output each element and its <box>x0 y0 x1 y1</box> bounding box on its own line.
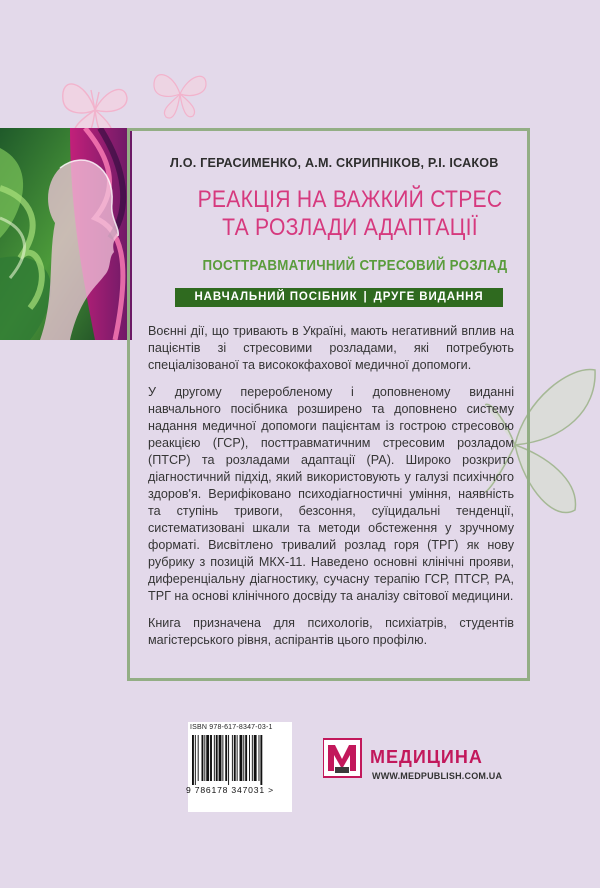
book-title-line-1: РЕАКЦІЯ НА ВАЖКИЙ СТРЕС <box>197 186 503 213</box>
edition-type: НАВЧАЛЬНИЙ ПОСІБНИК <box>194 291 358 303</box>
barcode-icon <box>188 735 292 785</box>
description-paragraph-3: Книга призначена для психологів, психіатрів, студентів магістерського рівня, аспірантів цього профілю. <box>148 616 514 647</box>
book-title-line-2: ТА РОЗЛАДИ АДАПТАЦІЇ <box>222 214 478 241</box>
authors: Л.О. ГЕРАСИМЕНКО, А.М. СКРИПНІКОВ, Р.І. ІСАКОВ <box>170 156 499 170</box>
edition-bar <box>175 288 503 307</box>
publisher-url[interactable]: WWW.MEDPUBLISH.COM.UA <box>372 771 503 781</box>
isbn: ISBN 978-617-8347-03-1 <box>190 724 273 731</box>
publisher-name: МЕДИЦИНА <box>370 747 483 767</box>
book-title <box>174 186 526 242</box>
description-paragraph-1: Воєнні дії, що тривають в Україні, мають негативний вплив на пацієнтів зі стресовими розладами, які потребують спеціалізованої та висококфахової медичної допомоги. <box>148 324 514 372</box>
publisher-m-logo-icon <box>323 737 363 779</box>
edition-number: ДРУГЕ ВИДАННЯ <box>373 291 484 303</box>
edition-separator: | <box>363 291 368 303</box>
cover-artwork <box>0 128 132 340</box>
book-subtitle: ПОСТТРАВМАТИЧНИЙ СТРЕСОВИЙ РОЗЛАД <box>202 258 508 274</box>
pink-butterfly-right-icon <box>148 62 212 124</box>
description <box>148 323 514 659</box>
description-paragraph-2: У другому переробленому і доповненому виданні навчального посібника розширено та доповнено систему надання медичної допомоги пацієнтам із гострою стресовою реакцією (ГСР), посттравматичним стресовим розладом (ПТСР) та розладами адаптації (РА). Широко розкрито діагностичний підхід, який використовують у галузі психічного здоров'я. Верифіковано психодіагностичні уміння, наявність та ступінь тривоги, безсоння, суїцидальні тенденції, систематизовані шкали та методи обстеження у зручному форматі. Висвітлено тривалий розлад горя (ТРГ) як нову рубрику з позицій МКХ-11. Наведено основні клінічні прояви, диференціальну діагностику, сучасну терапію ГСР, ПТСР, РА, ТРГ на основі клінічного досвіду та аналізу світової медицини. <box>148 385 514 603</box>
barcode-digits: 9 786178 347031 > <box>186 785 274 795</box>
